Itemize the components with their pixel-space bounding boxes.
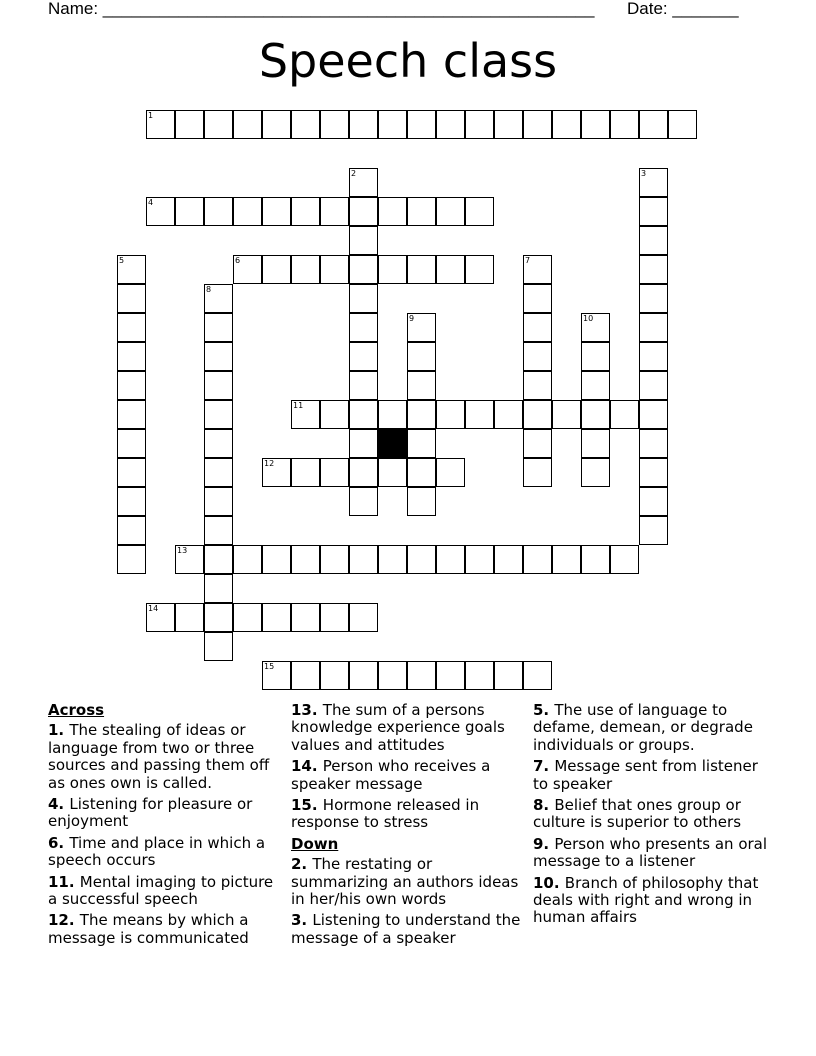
grid-cell[interactable] (494, 545, 523, 574)
clue-number: 5. (533, 701, 555, 719)
clue-number-label: 1 (148, 111, 154, 120)
grid-cell[interactable] (552, 110, 581, 139)
grid-cell[interactable] (465, 545, 494, 574)
clue-number: 7. (533, 757, 555, 776)
clue-text: Time and place in which a speech occurs (48, 833, 266, 870)
grid-cell[interactable] (262, 255, 291, 284)
clue-number-label: 15 (264, 662, 275, 671)
grid-cell[interactable] (378, 545, 407, 574)
clue-text: Listening for pleasure or enjoyment (48, 795, 253, 831)
grid-cell[interactable] (639, 284, 668, 313)
grid-cell[interactable] (320, 110, 349, 139)
grid-cell[interactable] (436, 458, 465, 487)
grid-cell[interactable] (581, 110, 610, 139)
grid-cell[interactable] (291, 661, 320, 690)
down-heading: Down (291, 834, 339, 853)
grid-cell[interactable] (523, 255, 552, 284)
grid-cell[interactable] (523, 284, 552, 313)
grid-cell[interactable] (494, 110, 523, 139)
clue-number-label: 14 (148, 604, 159, 613)
clue-number: 2. (291, 855, 313, 874)
grid-cell[interactable] (175, 603, 204, 632)
across-heading: Across (48, 701, 105, 719)
grid-cell[interactable] (117, 255, 146, 284)
grid-cell[interactable] (639, 313, 668, 342)
grid-cell[interactable] (320, 603, 349, 632)
grid-cell[interactable] (204, 516, 233, 545)
grid-cell[interactable] (349, 458, 378, 487)
clue-text: The use of language to defame, demean, or degrade individuals or groups. (533, 701, 753, 754)
grid-cell[interactable] (639, 226, 668, 255)
clue-text: Belief that ones group or culture is superior to others (533, 796, 742, 832)
grid-cell[interactable] (204, 632, 233, 661)
clue-item (48, 835, 284, 870)
grid-cell[interactable] (523, 400, 552, 429)
grid-cell[interactable] (175, 197, 204, 226)
clue-number-label: 2 (351, 169, 357, 178)
grid-cell[interactable] (639, 110, 668, 139)
grid-cell[interactable] (436, 545, 465, 574)
grid-cell[interactable] (610, 400, 639, 429)
grid-cell[interactable] (407, 342, 436, 371)
clue-number: 6. (48, 833, 70, 852)
grid-cell[interactable] (523, 458, 552, 487)
clue-number-label: 13 (177, 546, 188, 555)
grid-cell[interactable] (291, 603, 320, 632)
grid-cell[interactable] (233, 255, 262, 284)
clue-item (533, 797, 769, 832)
grid-cell[interactable] (581, 371, 610, 400)
grid-cell[interactable] (378, 458, 407, 487)
grid-cell[interactable] (465, 661, 494, 690)
page-title: Speech class (258, 34, 558, 88)
grid-cell[interactable] (204, 603, 233, 632)
grid-cell[interactable] (262, 661, 291, 690)
black-cell (378, 429, 407, 458)
clue-item (533, 875, 769, 927)
grid-cell[interactable] (291, 458, 320, 487)
grid-cell[interactable] (175, 545, 204, 574)
grid-cell[interactable] (523, 429, 552, 458)
grid-cell[interactable] (204, 574, 233, 603)
clue-item (533, 758, 769, 793)
clue-item (291, 856, 527, 908)
date-field[interactable]: Date: _______ (627, 0, 739, 18)
grid-cell[interactable] (204, 197, 233, 226)
grid-cell[interactable] (349, 284, 378, 313)
grid-cell[interactable] (639, 371, 668, 400)
clue-number-label: 6 (235, 256, 241, 265)
clue-item (48, 912, 284, 947)
clue-text: The sum of a persons knowledge experience goals values and attitudes (291, 701, 505, 754)
grid-cell[interactable] (523, 371, 552, 400)
grid-cell[interactable] (581, 400, 610, 429)
grid-cell[interactable] (552, 545, 581, 574)
grid-cell[interactable] (407, 661, 436, 690)
grid-cell[interactable] (146, 110, 175, 139)
grid-cell[interactable] (262, 197, 291, 226)
grid-cell[interactable] (349, 110, 378, 139)
grid-cell[interactable] (407, 313, 436, 342)
grid-cell[interactable] (175, 110, 204, 139)
clue-column-3 (533, 702, 769, 931)
clue-text: Branch of philosophy that deals with right and wrong in human affairs (533, 873, 759, 927)
clue-item (291, 912, 527, 947)
clue-number: 10. (533, 873, 565, 892)
grid-cell[interactable] (494, 400, 523, 429)
clue-number: 8. (533, 796, 555, 815)
grid-cell[interactable] (349, 661, 378, 690)
grid-cell[interactable] (204, 400, 233, 429)
clue-number-label: 3 (641, 169, 647, 178)
grid-cell[interactable] (407, 197, 436, 226)
grid-cell[interactable] (349, 487, 378, 516)
clue-text: The stealing of ideas or language from two or three sources and passing them off as ones own is called. (48, 721, 270, 792)
grid-cell[interactable] (610, 545, 639, 574)
grid-cell[interactable] (639, 255, 668, 284)
grid-cell[interactable] (320, 255, 349, 284)
grid-cell[interactable] (523, 313, 552, 342)
grid-cell[interactable] (204, 429, 233, 458)
clue-number-label: 9 (409, 314, 415, 323)
grid-cell[interactable] (436, 197, 465, 226)
clue-number: 12. (48, 911, 80, 930)
grid-cell[interactable] (320, 458, 349, 487)
clue-text: The means by which a message is communicated (48, 911, 249, 947)
grid-cell[interactable] (146, 197, 175, 226)
clue-item (291, 758, 527, 793)
grid-cell[interactable] (262, 110, 291, 139)
grid-cell[interactable] (349, 545, 378, 574)
grid-cell[interactable] (349, 226, 378, 255)
grid-cell[interactable] (378, 110, 407, 139)
clue-text: Hormone released in response to stress (291, 796, 480, 832)
grid-cell[interactable] (639, 342, 668, 371)
grid-cell[interactable] (146, 603, 175, 632)
grid-cell[interactable] (349, 429, 378, 458)
clue-number-label: 4 (148, 198, 154, 207)
grid-cell[interactable] (262, 603, 291, 632)
grid-cell[interactable] (349, 342, 378, 371)
grid-cell[interactable] (639, 458, 668, 487)
grid-cell[interactable] (639, 429, 668, 458)
grid-cell[interactable] (378, 400, 407, 429)
grid-cell[interactable] (407, 400, 436, 429)
grid-cell[interactable] (233, 197, 262, 226)
grid-cell[interactable] (204, 545, 233, 574)
grid-cell[interactable] (349, 168, 378, 197)
clue-number-label: 12 (264, 459, 275, 468)
grid-cell[interactable] (291, 545, 320, 574)
grid-cell[interactable] (204, 342, 233, 371)
grid-cell[interactable] (378, 661, 407, 690)
grid-cell[interactable] (204, 110, 233, 139)
grid-cell[interactable] (465, 110, 494, 139)
grid-cell[interactable] (117, 284, 146, 313)
clue-text: Listening to understand the message of a speaker (291, 911, 521, 947)
grid-cell[interactable] (117, 400, 146, 429)
grid-cell[interactable] (407, 371, 436, 400)
grid-cell[interactable] (639, 197, 668, 226)
grid-cell[interactable] (465, 197, 494, 226)
grid-cell[interactable] (291, 197, 320, 226)
clue-column-1 (48, 702, 284, 951)
grid-cell[interactable] (436, 110, 465, 139)
grid-cell[interactable] (291, 255, 320, 284)
clue-number: 11. (48, 872, 80, 891)
grid-cell[interactable] (349, 197, 378, 226)
grid-cell[interactable] (407, 429, 436, 458)
clue-item (533, 836, 769, 871)
grid-cell[interactable] (349, 603, 378, 632)
grid-cell[interactable] (117, 371, 146, 400)
grid-cell[interactable] (523, 110, 552, 139)
grid-cell[interactable] (378, 255, 407, 284)
clue-number-label: 5 (119, 256, 125, 265)
grid-cell[interactable] (639, 168, 668, 197)
clue-item (48, 722, 284, 792)
grid-cell[interactable] (291, 400, 320, 429)
grid-cell[interactable] (407, 458, 436, 487)
grid-cell[interactable] (581, 458, 610, 487)
grid-cell[interactable] (465, 400, 494, 429)
grid-cell[interactable] (233, 545, 262, 574)
grid-cell[interactable] (349, 313, 378, 342)
clue-number-label: 7 (525, 256, 531, 265)
grid-cell[interactable] (668, 110, 697, 139)
clue-number: 3. (291, 911, 313, 930)
grid-cell[interactable] (523, 661, 552, 690)
grid-cell[interactable] (407, 487, 436, 516)
clue-item (48, 796, 284, 831)
grid-cell[interactable] (407, 110, 436, 139)
clue-number-label: 10 (583, 314, 594, 323)
clue-column-2 (291, 702, 527, 951)
grid-cell[interactable] (204, 371, 233, 400)
grid-cell[interactable] (523, 545, 552, 574)
grid-cell[interactable] (320, 197, 349, 226)
grid-cell[interactable] (320, 400, 349, 429)
grid-cell[interactable] (204, 284, 233, 313)
clue-item (533, 702, 769, 754)
grid-cell[interactable] (291, 110, 320, 139)
grid-cell[interactable] (320, 545, 349, 574)
clue-number: 15. (291, 796, 323, 815)
grid-cell[interactable] (204, 313, 233, 342)
clue-text: Message sent from listener to speaker (533, 757, 758, 793)
grid-cell[interactable] (117, 342, 146, 371)
grid-cell[interactable] (465, 255, 494, 284)
grid-cell[interactable] (581, 545, 610, 574)
grid-cell[interactable] (262, 458, 291, 487)
grid-cell[interactable] (117, 516, 146, 545)
clue-text: Person who receives a speaker message (291, 757, 491, 793)
grid-cell[interactable] (523, 342, 552, 371)
grid-cell[interactable] (262, 545, 291, 574)
clue-number: 13. (291, 701, 323, 719)
grid-cell[interactable] (407, 255, 436, 284)
grid-cell[interactable] (117, 458, 146, 487)
clue-text: The restating or summarizing an authors ideas in her/his own words (291, 855, 519, 909)
grid-cell[interactable] (436, 400, 465, 429)
clue-number: 1. (48, 721, 70, 740)
grid-cell[interactable] (117, 545, 146, 574)
name-field[interactable]: Name: ____________________________________________________ (48, 0, 595, 18)
grid-cell[interactable] (581, 342, 610, 371)
clue-number: 9. (533, 834, 555, 853)
grid-cell[interactable] (204, 458, 233, 487)
grid-cell[interactable] (349, 371, 378, 400)
grid-cell[interactable] (436, 255, 465, 284)
grid-cell[interactable] (204, 487, 233, 516)
clue-text: Mental imaging to picture a successful speech (48, 872, 274, 909)
grid-cell[interactable] (436, 661, 465, 690)
grid-cell[interactable] (639, 487, 668, 516)
grid-cell[interactable] (378, 197, 407, 226)
clue-number-label: 11 (293, 401, 304, 410)
grid-cell[interactable] (581, 429, 610, 458)
clue-item (291, 702, 527, 754)
grid-cell[interactable] (639, 516, 668, 545)
clue-text: Person who presents an oral message to a listener (533, 834, 768, 871)
grid-cell[interactable] (117, 429, 146, 458)
clue-number: 14. (291, 757, 323, 776)
grid-cell[interactable] (117, 313, 146, 342)
grid-cell[interactable] (494, 661, 523, 690)
grid-cell[interactable] (552, 400, 581, 429)
grid-cell[interactable] (117, 487, 146, 516)
grid-cell[interactable] (610, 110, 639, 139)
grid-cell[interactable] (407, 545, 436, 574)
grid-cell[interactable] (639, 400, 668, 429)
grid-cell[interactable] (349, 255, 378, 284)
clue-number-label: 8 (206, 285, 212, 294)
clue-item (291, 797, 527, 832)
grid-cell[interactable] (233, 603, 262, 632)
grid-cell[interactable] (320, 661, 349, 690)
grid-cell[interactable] (233, 110, 262, 139)
clue-item (48, 874, 284, 909)
grid-cell[interactable] (581, 313, 610, 342)
grid-cell[interactable] (349, 400, 378, 429)
clue-number: 4. (48, 795, 70, 814)
